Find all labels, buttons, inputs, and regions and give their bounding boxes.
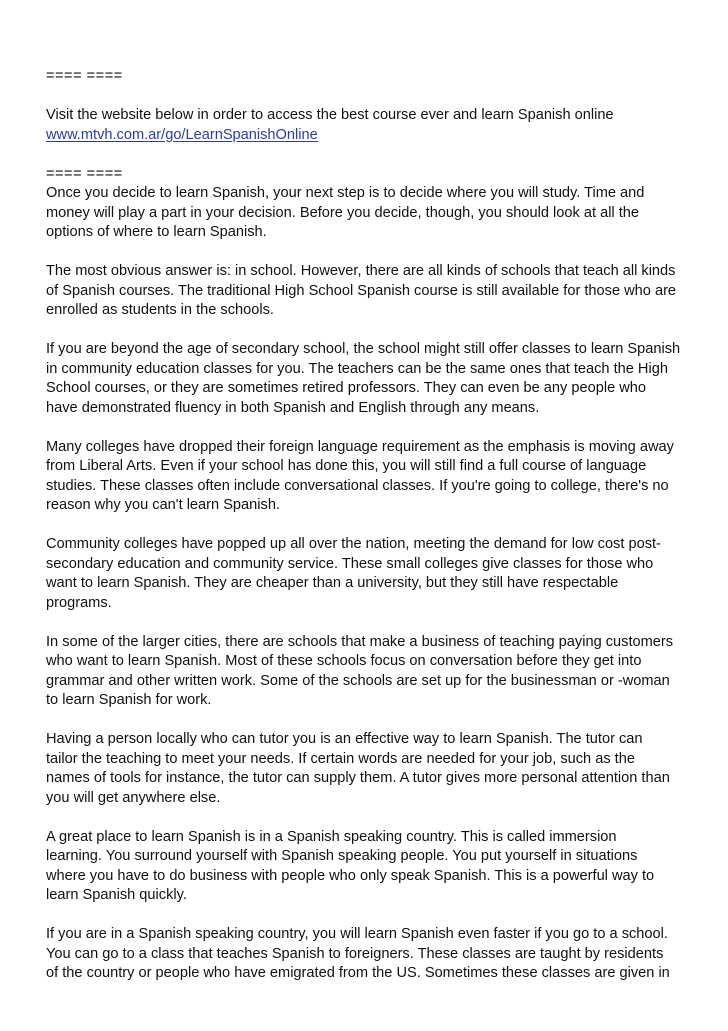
intro-line: Visit the website below in order to access the best course ever and learn Spanish online	[46, 107, 614, 123]
spacer	[46, 87, 696, 107]
paragraph-line: where you have to do business with people who only speak Spanish. This is a powerful way to	[46, 867, 655, 884]
paragraph	[46, 535, 696, 613]
paragraph-line: from Liberal Arts. Even if your school has done this, you will still find a full course of language	[46, 458, 647, 474]
paragraph-line: grammar and other written work. Some of the schools are set up for the businessman or -woman	[46, 672, 670, 689]
paragraph-line: A great place to learn Spanish is in a Spanish speaking country. This is called immersion	[46, 828, 617, 845]
paragraph-line: money will play a part in your decision. Before you decide, though, you should look at all the	[46, 204, 640, 221]
paragraph-line: learning. You surround yourself with Spanish speaking people. You put yourself in situations	[46, 848, 638, 864]
paragraph	[46, 925, 696, 984]
paragraph-line: enrolled as students in the schools.	[46, 302, 274, 318]
paragraph-line: learn Spanish quickly.	[46, 887, 187, 903]
paragraph-line: Many colleges have dropped their foreign language requirement as the emphasis is moving away	[46, 438, 674, 455]
paragraph-line: of the country or people who have emigrated from the US. Sometimes these classes are given in	[46, 965, 670, 981]
link-line	[46, 126, 696, 146]
paragraph-line: want to learn Spanish. They are cheaper than a university, but they still have respectable	[46, 575, 619, 591]
paragraph	[46, 633, 696, 711]
paragraph-line: reason why you can't learn Spanish.	[46, 497, 280, 513]
paragraph-line: The most obvious answer is: in school. However, there are all kinds of schools that teach all kinds	[46, 263, 676, 279]
paragraph-line: who want to learn Spanish. Most of these schools focus on conversation before they get into	[46, 653, 642, 669]
paragraph-line: tailor the teaching to meet your needs. If certain words are needed for your job, such as the	[46, 750, 635, 767]
paragraph-line: You can go to a class that teaches Spanish to foreigners. These classes are taught by residents	[46, 945, 664, 962]
separator-bottom: ==== ====	[46, 165, 123, 182]
paragraph-line: If you are beyond the age of secondary school, the school might still offer classes to learn Spanish	[46, 341, 681, 357]
paragraph-line: you will get anywhere else.	[46, 789, 221, 806]
paragraph	[46, 438, 696, 516]
paragraph-line: programs.	[46, 594, 112, 611]
paragraph-line: to learn Spanish for work.	[46, 692, 212, 708]
paragraph-line: secondary education and community service. These small colleges give classes for those who	[46, 555, 654, 572]
paragraph	[46, 262, 696, 321]
paragraph-line: options of where to learn Spanish.	[46, 224, 267, 240]
paragraph-line: studies. These classes often include conversational classes. If you're going to college, there's no	[46, 477, 669, 494]
paragraph	[46, 340, 696, 418]
paragraph-line: of Spanish courses. The traditional High School Spanish course is still available for those who are	[46, 282, 677, 299]
document-page	[46, 67, 696, 984]
paragraph	[46, 730, 696, 808]
article-body	[46, 184, 696, 984]
paragraph-line: If you are in a Spanish speaking country, you will learn Spanish even faster if you go to a school.	[46, 926, 668, 942]
paragraph-line: in community education classes for you. The teachers can be the same ones that teach the High	[46, 360, 668, 377]
course-link[interactable]: www.mtvh.com.ar/go/LearnSpanishOnline	[46, 126, 318, 143]
paragraph-line: In some of the larger cities, there are schools that make a business of teaching paying customers	[46, 633, 674, 650]
paragraph-line: names of tools for instance, the tutor can supply them. A tutor gives more personal attention than	[46, 770, 670, 786]
spacer	[46, 145, 696, 165]
paragraph-line: Having a person locally who can tutor you is an effective way to learn Spanish. The tutor can	[46, 731, 643, 747]
separator-top: ==== ====	[46, 68, 123, 84]
paragraph	[46, 828, 696, 906]
paragraph-line: have demonstrated fluency in both Spanish and English through any means.	[46, 399, 540, 416]
paragraph-line: Once you decide to learn Spanish, your next step is to decide where you will study. Time and	[46, 185, 645, 201]
paragraph-line: Community colleges have popped up all over the nation, meeting the demand for low cost post-	[46, 536, 661, 552]
paragraph-line: School courses, or they are sometimes retired professors. They can even be any people who	[46, 380, 647, 396]
paragraph	[46, 184, 696, 243]
